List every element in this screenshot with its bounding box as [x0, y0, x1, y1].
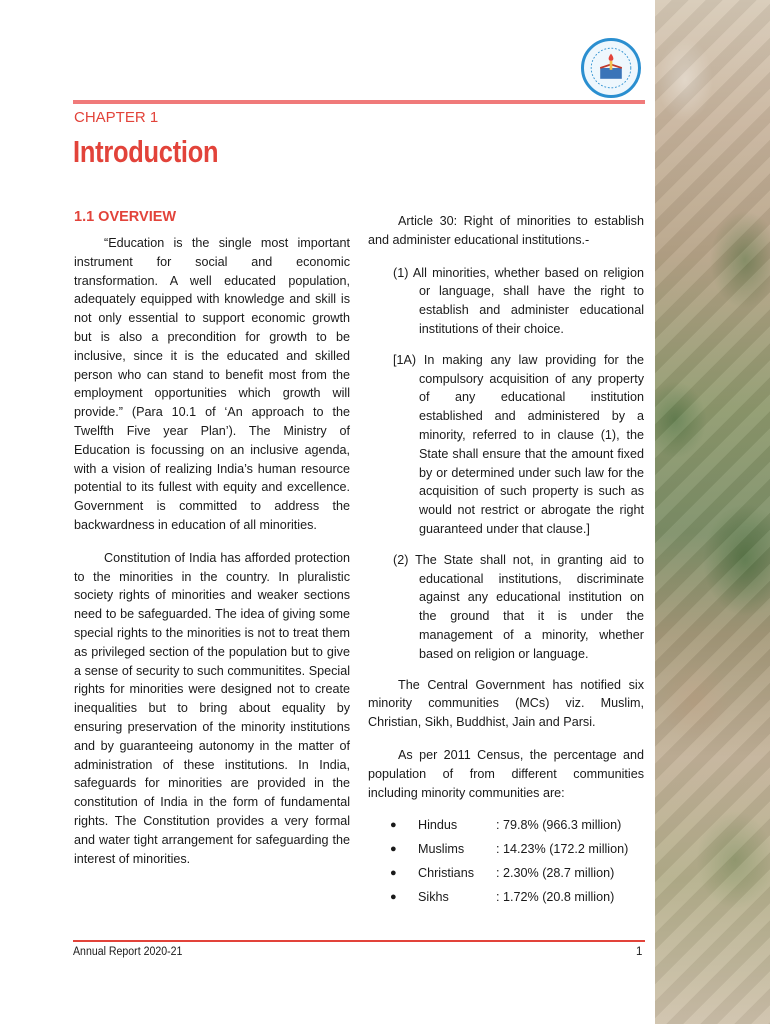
list-item — [368, 840, 644, 864]
bottom-divider — [73, 940, 645, 942]
chapter-label: CHAPTER 1 — [74, 109, 159, 126]
paragraph-census: As per 2011 Census, the percentage and population of from different communities including minority communities are: — [368, 747, 644, 800]
list-item — [368, 888, 644, 912]
bullet-dot-icon: ● — [390, 843, 397, 856]
community-name: Christians — [418, 866, 474, 881]
bullet-dot-icon: ● — [390, 891, 397, 904]
community-value: : 79.8% (966.3 million) — [496, 818, 622, 833]
right-column — [368, 212, 644, 912]
ministry-emblem-icon — [581, 38, 641, 98]
community-name: Sikhs — [418, 890, 449, 905]
list-item — [368, 864, 644, 888]
article-intro: Article 30: Right of minorities to establish and administer educational institutions.- — [368, 214, 644, 247]
bullet-dot-icon: ● — [390, 867, 397, 880]
top-divider — [73, 100, 645, 104]
community-value: : 14.23% (172.2 million) — [496, 842, 629, 857]
section-heading: 1.1 OVERVIEW — [74, 209, 177, 225]
page-title: Introduction — [73, 134, 219, 169]
decorative-side-panel — [655, 0, 770, 1024]
community-name: Hindus — [418, 818, 458, 833]
footer-report-name: Annual Report 2020-21 — [73, 946, 183, 958]
page-number: 1 — [636, 946, 643, 958]
census-stats-list — [368, 816, 644, 912]
community-value: : 2.30% (28.7 million) — [496, 866, 615, 881]
community-value: : 1.72% (20.8 million) — [496, 890, 615, 905]
clause-1a: [1A) In making any law providing for the compulsory acquisition of any property of any educational institution established and administered by a minority, referred to in clause (1), the State shall ensure that the amount fixed by or determined under such law for the acquisition of such property is such as would not restrict or abrogate the right guaranteed under that clause.] — [393, 352, 644, 536]
paragraph-education-quote: “Education is the single most important instrument for social and economic transformation. A well educated population, adequately equipped with knowledge and skill is not only essential to support economic growth but is also a precondition for growth to be inclusive, since it is the educated and skilled person who can stand to benefit most from the employment opportunities which growth will provide.” (Para 10.1 of ‘An approach to the Twelfth Five year Plan’). The Ministry of Education is focussing on an inclusive agenda, with a vision of realizing India’s human resource potential to its fullest with equity and excellence. Government is committed to address the backwardness in education of all minorities. — [74, 236, 350, 532]
paragraph-constitution: Constitution of India has afforded protection to the minorities in the country. In pluralistic society rights of minorities and weaker sections need to be safeguarded. The idea of giving some special rights to the minorities is not to treat them as privileged section of the population but to give a sense of security to such communitites. Special rights for minorities were designed not to create inequalities but to bring about equality by ensuring preservation of the minority institutions and by guaranteeing autonomy in the matter of administration of these institutions. In India, safeguards for minorities are provided in the constitution of India in the form of fundamental rights. The Constitution provides a very formal and water tight arrangement for safeguarding the interest of minorities. — [74, 550, 350, 866]
clause-2: (2) The State shall not, in granting aid to educational institutions, discriminate against any educational institution on the ground that it is under the management of a minority, whether based on religion or language. — [393, 552, 644, 661]
paragraph-notified-communities: The Central Government has notified six minority communities (MCs) viz. Muslim, Christian, Sikh, Buddhist, Jain and Parsi. — [368, 677, 644, 730]
list-item — [368, 816, 644, 840]
clause-1: (1) All minorities, whether based on religion or language, shall have the right to establish and administer educational institutions of their choice. — [393, 265, 644, 336]
community-name: Muslims — [418, 842, 465, 857]
left-column — [74, 209, 350, 882]
bullet-dot-icon: ● — [390, 819, 397, 832]
